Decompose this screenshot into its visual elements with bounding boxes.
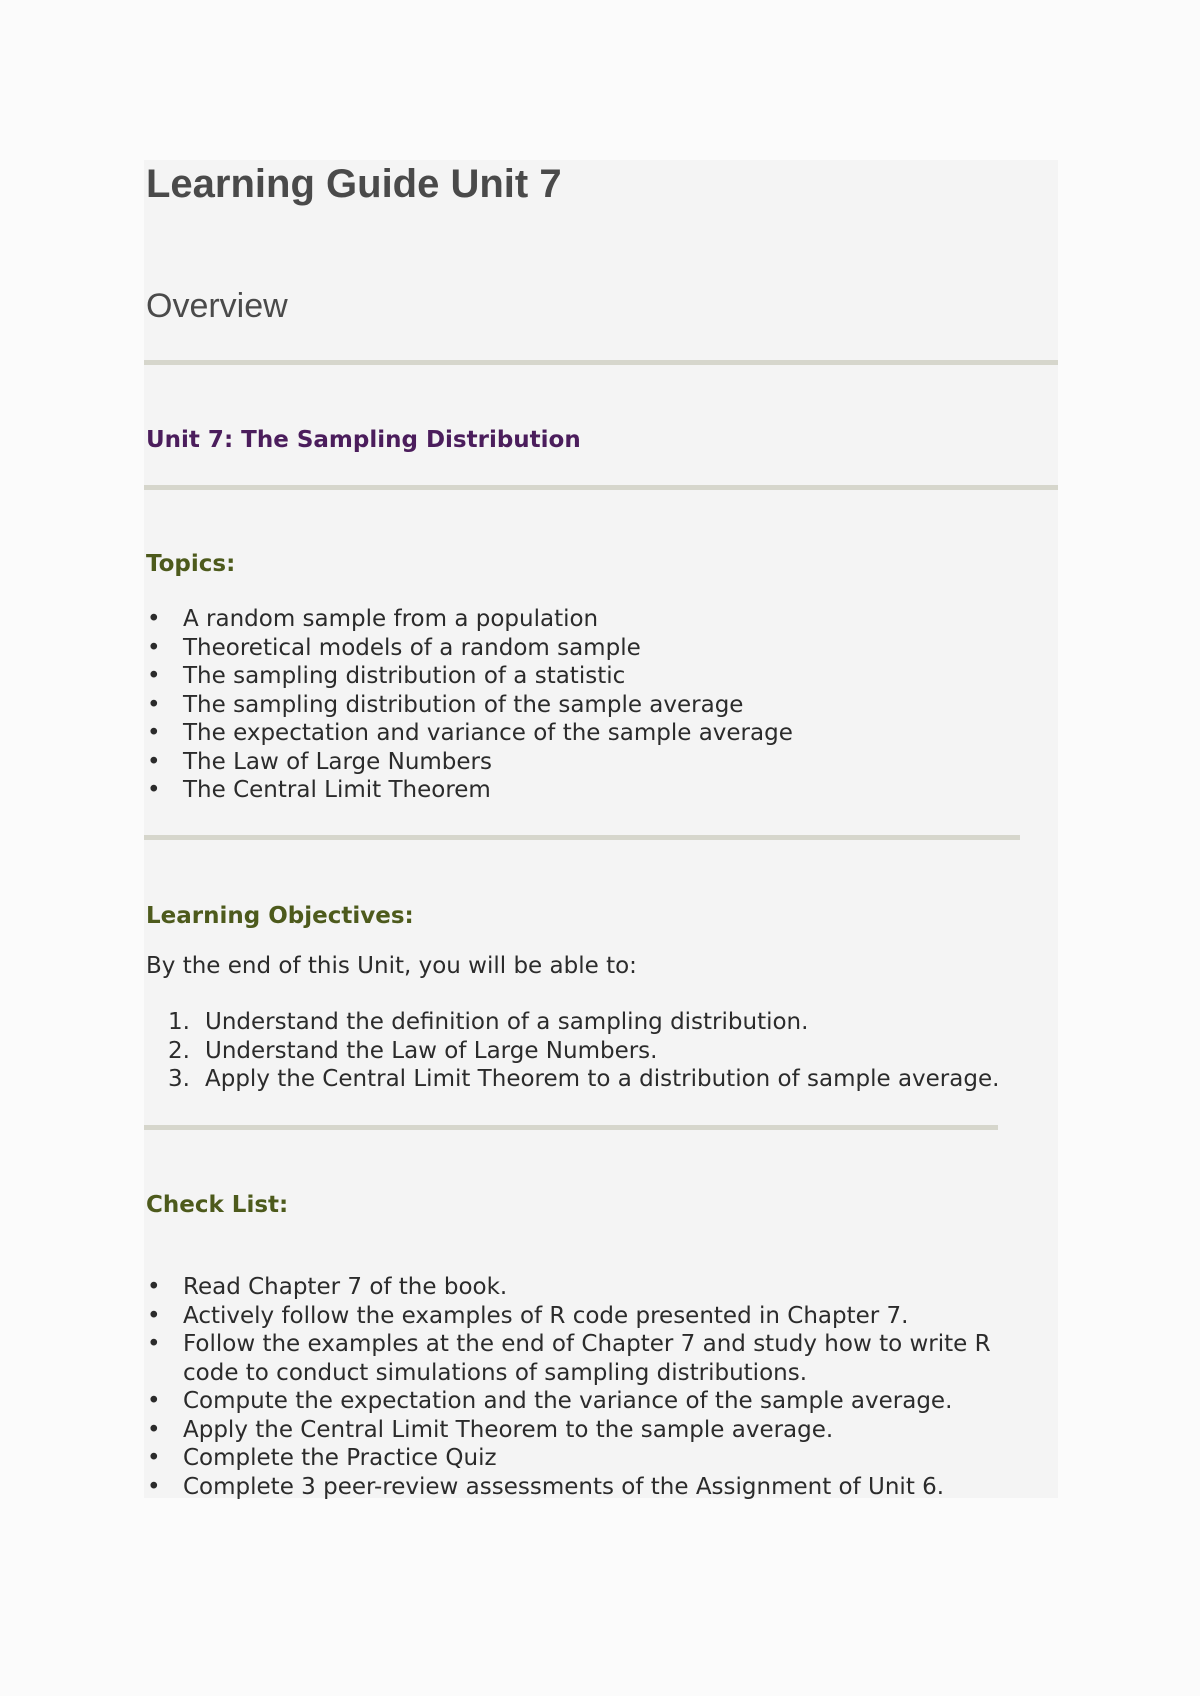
checklist-text: Read Chapter 7 of the book. bbox=[183, 1274, 508, 1300]
divider-3 bbox=[144, 835, 1020, 840]
checklist-text: Complete 3 peer-review assessments of the Assignment of Unit 6. bbox=[183, 1473, 945, 1500]
bullet-icon: • bbox=[147, 663, 161, 689]
document-content bbox=[144, 160, 1058, 1498]
list-item bbox=[144, 662, 1044, 691]
topic-text: The Central Limit Theorem bbox=[183, 777, 491, 803]
checklist-text: Compute the expectation and the variance of the sample average. bbox=[183, 1388, 953, 1414]
list-number: 1. bbox=[168, 1009, 190, 1035]
list-item bbox=[144, 691, 1044, 720]
topic-text: The sampling distribution of a statistic bbox=[183, 663, 626, 689]
divider-1 bbox=[144, 360, 1058, 365]
bullet-icon: • bbox=[147, 748, 161, 775]
objectives-list bbox=[168, 1008, 999, 1094]
bullet-icon: • bbox=[147, 1331, 161, 1357]
objectives-intro: By the end of this Unit, you will be able to: bbox=[146, 953, 637, 979]
list-item bbox=[144, 1302, 1044, 1331]
bullet-icon: • bbox=[147, 1302, 161, 1329]
objective-text: Understand the Law of Large Numbers. bbox=[205, 1037, 658, 1064]
topic-text: The sampling distribution of the sample average bbox=[183, 691, 744, 718]
list-item bbox=[144, 719, 1044, 748]
list-item bbox=[144, 605, 1044, 634]
bullet-icon: • bbox=[147, 1388, 161, 1414]
divider-4 bbox=[144, 1125, 998, 1130]
unit-heading: Unit 7: The Sampling Distribution bbox=[146, 427, 581, 453]
list-item bbox=[144, 1273, 1044, 1302]
topic-text: Theoretical models of a random sample bbox=[183, 634, 641, 661]
checklist-text: Apply the Central Limit Theorem to the sample average. bbox=[183, 1416, 834, 1443]
list-number: 2. bbox=[168, 1037, 190, 1064]
checklist-text: Actively follow the examples of R code presented in Chapter 7. bbox=[183, 1302, 909, 1329]
bullet-icon: • bbox=[147, 720, 161, 746]
list-item bbox=[168, 1065, 999, 1094]
bullet-icon: • bbox=[147, 634, 161, 661]
bullet-icon: • bbox=[147, 606, 161, 632]
list-item bbox=[144, 1444, 1044, 1473]
list-item bbox=[144, 748, 1044, 777]
list-item bbox=[168, 1008, 999, 1037]
checklist-list bbox=[144, 1273, 1044, 1501]
topics-heading: Topics: bbox=[146, 551, 236, 577]
list-item bbox=[168, 1037, 999, 1066]
checklist-text: Complete the Practice Quiz bbox=[183, 1445, 497, 1471]
list-item bbox=[144, 1416, 1044, 1445]
divider-2 bbox=[144, 485, 1058, 490]
list-item bbox=[144, 634, 1044, 663]
list-item bbox=[144, 1330, 1044, 1387]
page-title: Learning Guide Unit 7 bbox=[146, 162, 562, 206]
bullet-icon: • bbox=[147, 1274, 161, 1300]
list-item bbox=[144, 776, 1044, 805]
overview-heading: Overview bbox=[146, 287, 288, 325]
objective-text: Understand the definition of a sampling distribution. bbox=[205, 1009, 809, 1035]
topics-list bbox=[144, 605, 1044, 805]
bullet-icon: • bbox=[147, 1416, 161, 1443]
bullet-icon: • bbox=[147, 1473, 161, 1500]
checklist-text: Follow the examples at the end of Chapter 7 and study how to write R code to conduct simulations of sampling distributions. bbox=[183, 1331, 991, 1386]
list-item bbox=[144, 1387, 1044, 1416]
bullet-icon: • bbox=[147, 777, 161, 803]
objectives-heading: Learning Objectives: bbox=[146, 903, 414, 929]
checklist-heading: Check List: bbox=[146, 1192, 289, 1218]
list-number: 3. bbox=[168, 1066, 190, 1092]
list-item bbox=[144, 1473, 1044, 1502]
bullet-icon: • bbox=[147, 1445, 161, 1471]
topic-text: The Law of Large Numbers bbox=[183, 748, 492, 775]
objective-text: Apply the Central Limit Theorem to a distribution of sample average. bbox=[205, 1066, 1000, 1092]
topic-text: A random sample from a population bbox=[183, 606, 599, 632]
bullet-icon: • bbox=[147, 691, 161, 718]
topic-text: The expectation and variance of the sample average bbox=[183, 720, 793, 746]
